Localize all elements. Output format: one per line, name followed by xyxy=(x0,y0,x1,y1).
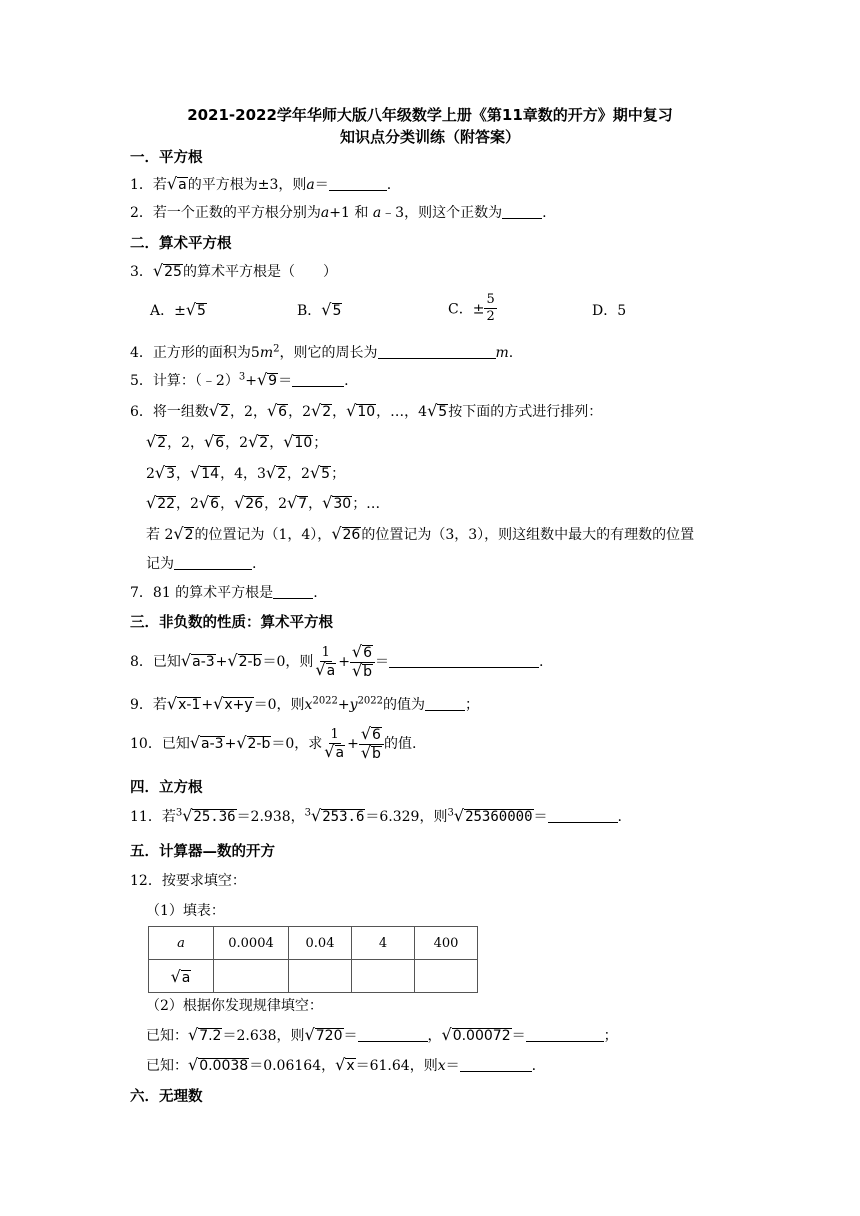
doc-title-line1: 2021-2022学年华师大版八年级数学上册《第11章数的开方》期中复习 xyxy=(187,106,673,124)
answer-blank xyxy=(292,374,344,387)
section-heading: 三．非负数的性质：算术平方根 xyxy=(130,615,333,631)
question-5: 5．计算：（﹣2）$^3$+√9＝ . xyxy=(130,370,349,389)
option-b: B．√5 xyxy=(297,300,342,319)
question-6-condition-2: 记为 . xyxy=(146,556,257,572)
sequence-row-3: √22，2√6，√26，2√7，√30；… xyxy=(146,493,381,512)
doc-title-line2: 知识点分类训练（附答案） xyxy=(339,128,520,146)
answer-blank xyxy=(389,655,539,668)
option-d: D．5 xyxy=(592,303,627,319)
question-1: 1．若√a的平方根为±3，则a＝ . xyxy=(130,174,392,193)
table-header-cell: 0.04 xyxy=(289,927,352,960)
question-8: 8．已知√a-3+√2-b＝0，则 $\frac{1}{√a}$ + $\frac{√6}{√b}$ ＝ . xyxy=(130,641,544,680)
question-12-line1: 已知：√7.2＝2.638，则√720＝ ，√0.00072＝ ； xyxy=(146,1025,618,1044)
sequence-row-1: √2，2，√6，2√2，√10； xyxy=(146,432,328,451)
question-6-condition: 若 2√2的位置记为（1，4），√26的位置记为（3，3），则这组数中最大的有理数的位置 xyxy=(146,524,695,543)
answer-blank xyxy=(425,698,465,711)
question-9: 9．若√x-1+√x+y＝0，则$x^{2022}+y^{2022}$的值为 ； xyxy=(130,694,480,713)
table-cell[interactable] xyxy=(289,960,352,993)
question-12: 12．按要求填空： xyxy=(130,873,246,889)
table-header-cell: 0.0004 xyxy=(214,927,289,960)
question-12-part1: （1）填表： xyxy=(146,903,225,919)
answer-blank xyxy=(273,586,313,599)
option-c: C．± $\frac{5}{2}$ xyxy=(448,292,495,324)
table-cell[interactable] xyxy=(214,960,289,993)
section-heading: 一．平方根 xyxy=(130,150,203,166)
question-10: 10．已知√a-3+√2-b＝0，求 $\frac{1}{√a}$ + $\frac{√6}{√b}$ 的值. xyxy=(130,723,417,762)
answer-blank xyxy=(358,1029,428,1042)
answer-blank xyxy=(378,346,496,359)
table-header-cell: 400 xyxy=(415,927,478,960)
option-a: A．±√5 xyxy=(150,300,206,319)
radicand: a xyxy=(178,177,187,193)
question-7: 7．81 的算术平方根是 . xyxy=(130,585,318,601)
question-12-line2: 已知：√0.0038＝0.06164，√x＝61.64，则x＝ . xyxy=(146,1055,537,1074)
table-cell[interactable] xyxy=(415,960,478,993)
answer-blank xyxy=(548,810,618,823)
table-header-cell: a xyxy=(149,927,214,960)
section-heading: 六．无理数 xyxy=(130,1089,203,1105)
answer-blank xyxy=(502,206,542,219)
answer-blank xyxy=(526,1029,604,1042)
question-6: 6．将一组数√2，2，√6，2√2，√10，…，4√5按下面的方式进行排列： xyxy=(130,401,603,420)
question-12-part2: （2）根据你发现规律填空： xyxy=(146,998,323,1014)
question-11: 11．若$^3$√25.36＝2.938，$^3$√253.6＝6.329，则$^3$√25360000＝ . xyxy=(130,806,622,825)
question-3: 3．√25的算术平方根是（ ） xyxy=(130,261,337,280)
section-heading: 四．立方根 xyxy=(130,780,203,796)
question-4: 4．正方形的面积为$5m^2$，则它的周长为 m. xyxy=(130,343,514,361)
question-2: 2．若一个正数的平方根分别为a+1 和 a﹣3，则这个正数为 . xyxy=(130,205,547,221)
table-row-label: √a xyxy=(149,960,214,993)
table-cell[interactable] xyxy=(352,960,415,993)
answer-blank xyxy=(460,1059,532,1072)
answer-blank xyxy=(329,178,387,191)
fill-table xyxy=(148,926,478,993)
table-header-cell: 4 xyxy=(352,927,415,960)
section-heading: 五．计算器—数的开方 xyxy=(130,844,275,860)
answer-blank xyxy=(174,557,252,570)
sequence-row-2: 2√3，√14，4，3√2，2√5； xyxy=(146,463,346,482)
section-heading: 二．算术平方根 xyxy=(130,236,232,252)
